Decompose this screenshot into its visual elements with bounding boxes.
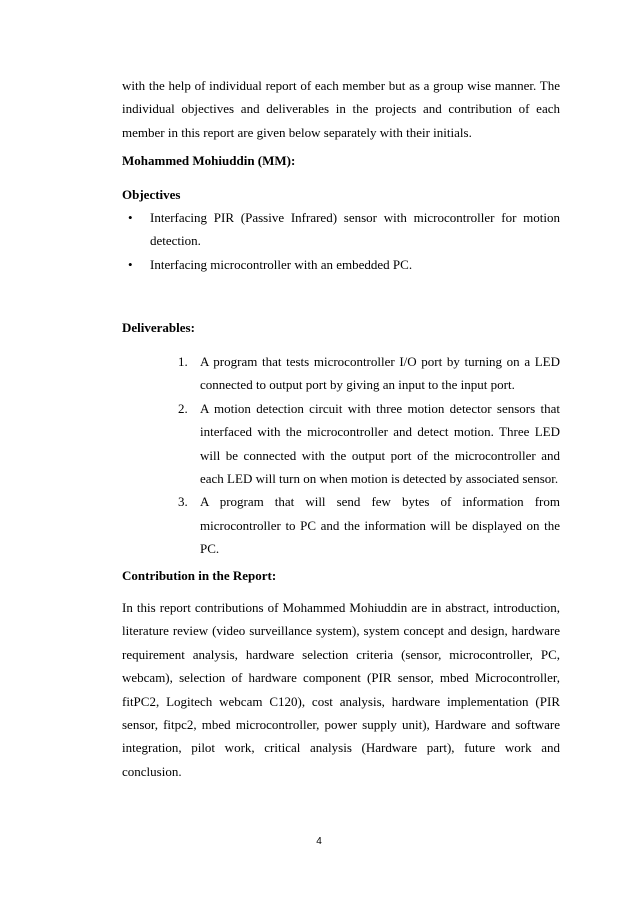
- deliverable-text: A motion detection circuit with three motion detector sensors that interfaced with the microcontroller and detect motion. Three LED will be connected with the output port of the microcontroller and each LED will turn on when motion is detected by associated sensor.: [200, 400, 560, 487]
- deliverable-text: A program that will send few bytes of information from microcontroller to PC and the information will be displayed on the PC.: [200, 494, 560, 557]
- list-item: [178, 397, 560, 491]
- contribution-heading: Contribution in the Report:: [122, 568, 277, 583]
- item-number: 2.: [178, 400, 188, 416]
- objectives-heading: Objectives: [122, 187, 181, 202]
- list-item: [122, 253, 560, 276]
- list-item: [122, 206, 560, 253]
- objectives-list: [122, 206, 560, 276]
- objective-text: Interfacing PIR (Passive Infrared) sensor with microcontroller for motion detection.: [150, 210, 560, 249]
- deliverables-heading: Deliverables:: [122, 320, 195, 335]
- item-number: 3.: [178, 494, 188, 510]
- bullet-icon: •: [128, 210, 133, 225]
- intro-paragraph: with the help of individual report of each member but as a group wise manner. The individual objectives and deliverables in the projects and contribution of each member in this report are given below separately with their initials.: [122, 78, 560, 140]
- bullet-icon: •: [128, 256, 133, 272]
- list-item: [178, 350, 560, 397]
- page-number: 4: [316, 836, 322, 847]
- objective-text: Interfacing microcontroller with an embedded PC.: [150, 256, 413, 272]
- member-heading: Mohammed Mohiuddin (MM):: [122, 153, 296, 168]
- contribution-paragraph: In this report contributions of Mohammed Mohiuddin are in abstract, introduction, literature review (video surveillance system), system concept and design, hardware requirement analysis, hardware selection criteria (sensor, microcontroller, PC, webcam), selection of hardware component (PIR sensor, mbed Microcontroller, fitPC2, Logitech webcam C120), cost analysis, hardware implementation (PIR sensor, fitpc2, mbed microcontroller, power supply unit), Hardware and software integration, pilot work, critical analysis (Hardware part), future work and conclusion.: [122, 600, 560, 779]
- deliverable-text: A program that tests microcontroller I/O port by turning on a LED connected to output port by giving an input to the input port.: [200, 354, 560, 393]
- deliverables-list: [178, 350, 560, 561]
- list-item: [178, 490, 560, 560]
- item-number: 1.: [178, 354, 188, 369]
